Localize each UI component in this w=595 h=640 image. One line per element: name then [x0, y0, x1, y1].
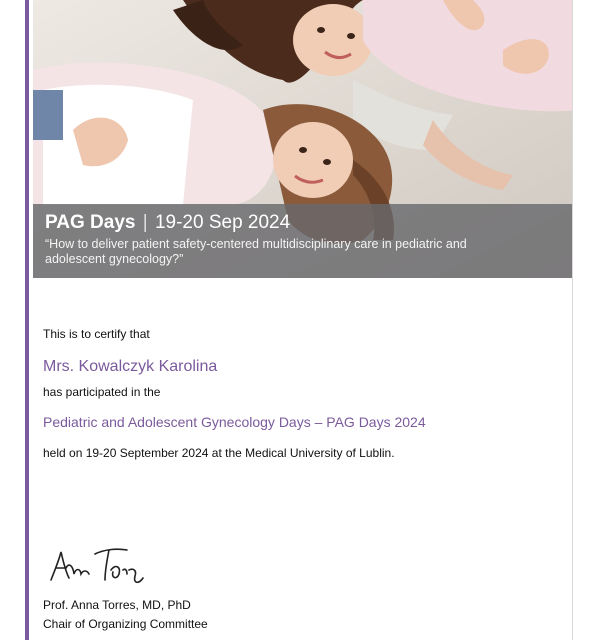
- recipient-name: Mrs. Kowalczyk Karolina: [43, 358, 218, 375]
- signatory-name: Prof. Anna Torres, MD, PhD: [43, 598, 191, 612]
- event-name: Pediatric and Adolescent Gynecology Days – PAG Days 2024: [43, 414, 426, 430]
- certificate-page: [25, 0, 573, 640]
- venue-line: held on 19-20 September 2024 at the Medical University of Lublin.: [43, 446, 395, 460]
- event-dates: 19-20 Sep 2024: [154, 212, 291, 233]
- certify-intro: This is to certify that: [43, 327, 150, 341]
- title-separator: |: [142, 212, 148, 233]
- participation-line: has participated in the: [43, 385, 161, 399]
- signatory-role: Chair of Organizing Committee: [43, 617, 208, 631]
- event-tagline: “How to deliver patient safety-centered multidisciplinary care in pediatric and adolescent gynecology?”: [45, 237, 467, 266]
- handwritten-signature: [47, 540, 157, 588]
- hero-photo: [33, 0, 572, 278]
- event-brand: PAG Days: [45, 212, 136, 233]
- hero-title: [45, 212, 290, 234]
- hero-caption-band: [33, 204, 572, 278]
